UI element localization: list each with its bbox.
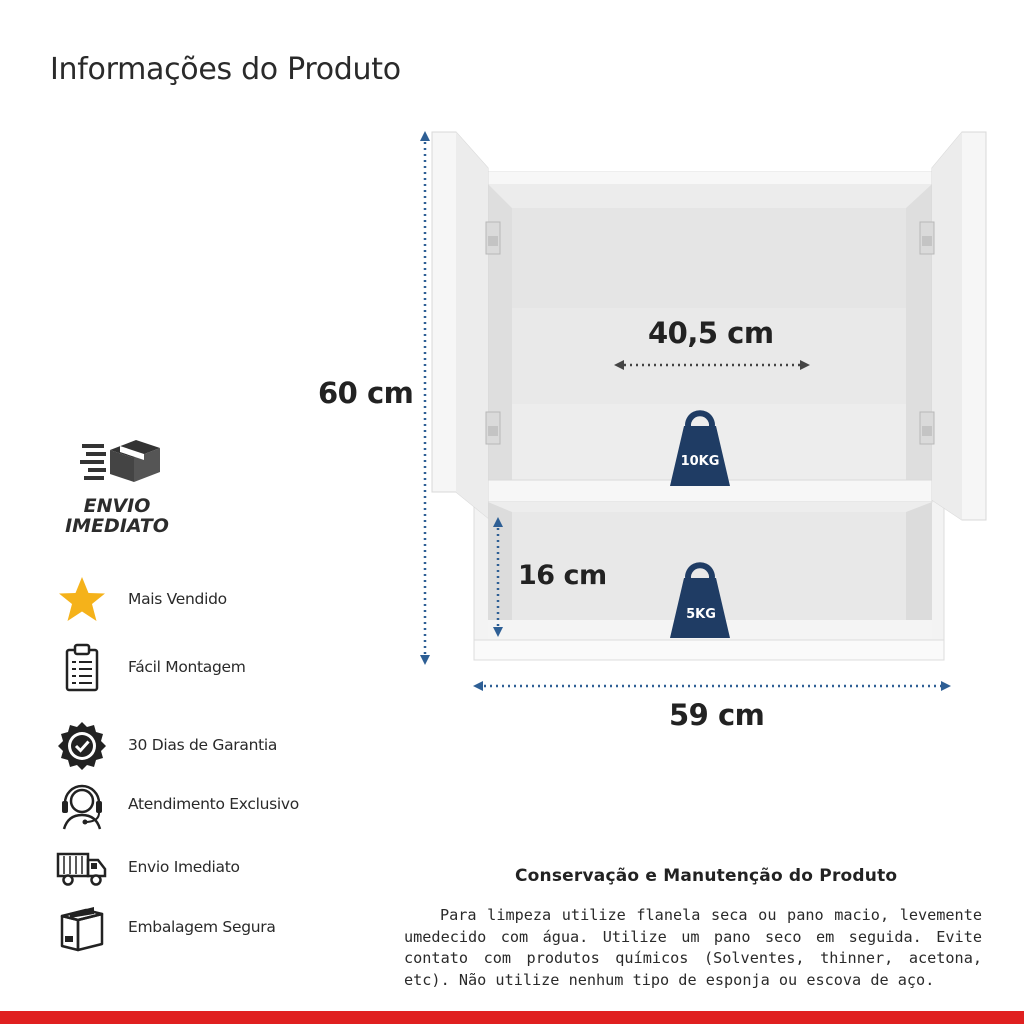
feature-item-support [52,779,392,831]
feature-item-warranty [52,720,392,772]
feature-label: Atendimento Exclusivo [128,795,299,813]
feature-label: Envio Imediato [128,858,240,876]
badge-line-2: IMEDIATO [65,515,169,537]
care-body: Para limpeza utilize flanela seca ou pano macio, levemente umedecido com água. Utilize um pano seco em seguida. Evite contato com produtos químicos (Solventes, thinner, acetona, etc). Não utilize nenhum tipo de esponja ou escova de aço. [404,906,982,989]
star-icon [56,574,108,626]
clipboard-icon [56,642,108,694]
package-box-icon [56,902,108,954]
warranty-seal-icon [56,720,108,772]
fast-delivery-box-icon [80,438,162,484]
badge-line-1: ENVIO [83,495,151,517]
footer-bar [0,1011,1024,1024]
page-title: Informações do Produto [50,52,401,87]
niche-height-dimension-label: 16 cm [518,560,607,591]
shipping-badge [52,438,182,538]
height-dimension-label: 60 cm [318,376,414,410]
feature-item-packaging [52,902,392,954]
feature-label: 30 Dias de Garantia [128,736,278,754]
headset-icon [56,779,108,831]
weight-niche-label: 5KG [686,607,716,622]
inner-width-dimension-label: 40,5 cm [648,316,774,350]
feature-label: Embalagem Segura [128,918,276,936]
feature-label: Fácil Montagem [128,658,246,676]
feature-item-best-seller [52,574,392,626]
truck-icon [56,842,108,894]
feature-item-shipping [52,842,392,894]
weight-shelf-label: 10KG [680,454,720,469]
care-title: Conservação e Manutenção do Produto [515,866,898,886]
feature-item-easy-assembly [52,642,392,694]
width-dimension-label: 59 cm [669,698,765,732]
cabinet-illustration [400,120,1010,720]
feature-label: Mais Vendido [128,590,227,608]
